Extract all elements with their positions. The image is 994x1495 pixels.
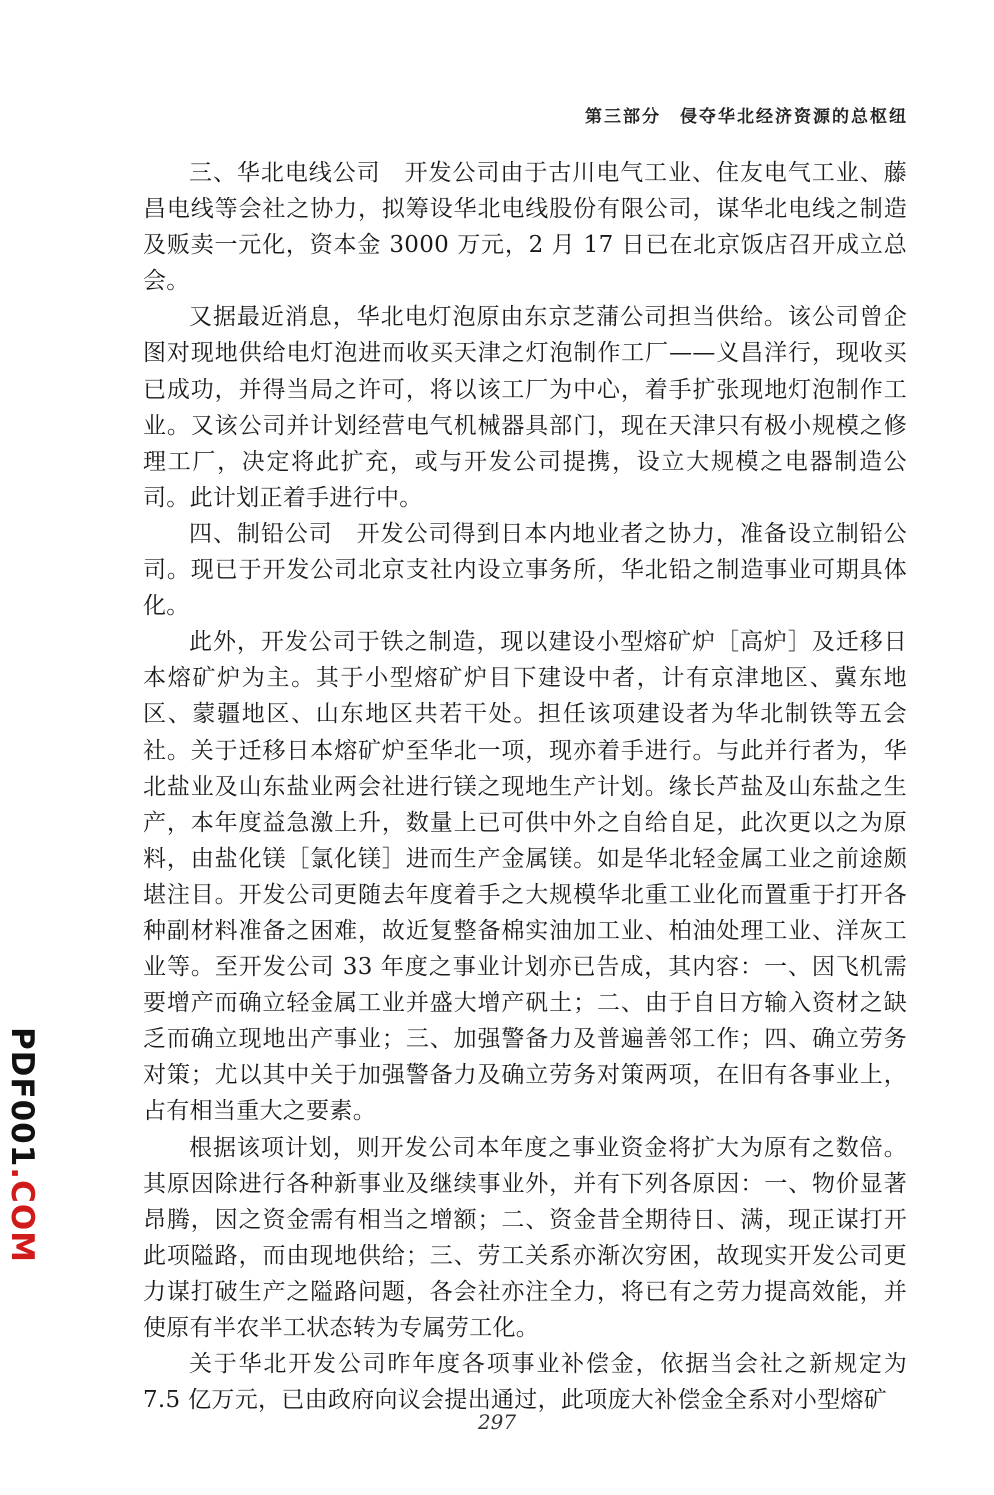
- paragraph: 三、华北电线公司 开发公司由于古川电气工业、住友电气工业、藤昌电线等会社之协力，拟筹设华北电线股份有限公司，谋华北电线之制造及贩卖一元化，资本金 3000 万元，2 月 17 日已在北京饭店召开成立总会。: [143, 160, 907, 295]
- paragraph: 关于华北开发公司昨年度各项事业补偿金，依据当会社之新规定为 7.5 亿万元，已由政府向议会提出通过，此项庞大补偿金全系对小型熔矿: [143, 1351, 907, 1414]
- paragraph: 根据该项计划，则开发公司本年度之事业资金将扩大为原有之数倍。其原因除进行各种新事业及继续事业外，并有下列各原因：一、物价显著昂腾，因之资金需有相当之增额；二、资金昔全期待日、满，现正谋打开此项隘路，而由现地供给；三、劳工关系亦渐次穷困，故现实开发公司更力谋打破生产之隘路问题，各会社亦注全力，将已有之劳力提高效能，并使原有半农半工状态转为专属劳工化。: [143, 1134, 907, 1341]
- watermark: [2, 1026, 42, 1264]
- paragraph: 四、制铅公司 开发公司得到日本内地业者之协力，准备设立制铅公司。现已于开发公司北京支社内设立事务所，华北铅之制造事业可期具体化。: [143, 520, 907, 620]
- paragraph: 又据最近消息，华北电灯泡原由东京芝蒲公司担当供给。该公司曾企图对现地供给电灯泡进而收买天津之灯泡制作工厂——义昌洋行，现收买已成功，并得当局之许可，将以该工厂为中心，着手扩张现地灯泡制作工业。又该公司并计划经营电气机械器具部门，现在天津只有极小规模之修理工厂，决定将此扩充，或与开发公司提携，设立大规模之电器制造公司。此计划正着手进行中。: [143, 304, 907, 511]
- watermark-text: [4, 1027, 40, 1263]
- watermark-suffix: .COM: [4, 1167, 40, 1264]
- paragraph: 此外，开发公司于铁之制造，现以建设小型熔矿炉［高炉］及迁移日本熔矿炉为主。其于小型熔矿炉目下建设中者，计有京津地区、冀东地区、蒙疆地区、山东地区共若干处。担任该项建设者为华北制铁等五会社。关于迁移日本熔矿炉至华北一项，现亦着手进行。与此并行者为，华北盐业及山东盐业两会社进行镁之现地生产计划。缘长芦盐及山东盐之生产，本年度益急激上升，数量上已可供中外之自给自足，此次更以之为原料，由盐化镁［氯化镁］进而生产金属镁。如是华北轻金属工业之前途颇堪注目。开发公司更随去年度着手之大规模华北重工业化而置重于打开各种副材料准备之困难，故近复整备棉实油加工业、柏油处理工业、洋灰工业等。至开发公司 33 年度之事业计划亦已告成，其内容：一、因飞机需要增产而确立轻金属工业并盛大增产矾土；二、由于自日方输入资材之缺乏而确立现地出产事业；三、加强警备力及普遍善邻工作；四、确立劳务对策；尤以其中关于加强警备力及确立劳务对策两项，在旧有各事业上，占有相当重大之要素。: [143, 629, 907, 1125]
- page-number: 297: [477, 1410, 517, 1434]
- running-header: 第三部分 侵夺华北经济资源的总枢纽: [585, 107, 908, 127]
- body-text: [143, 155, 907, 1418]
- watermark-main: PDF001: [4, 1026, 40, 1168]
